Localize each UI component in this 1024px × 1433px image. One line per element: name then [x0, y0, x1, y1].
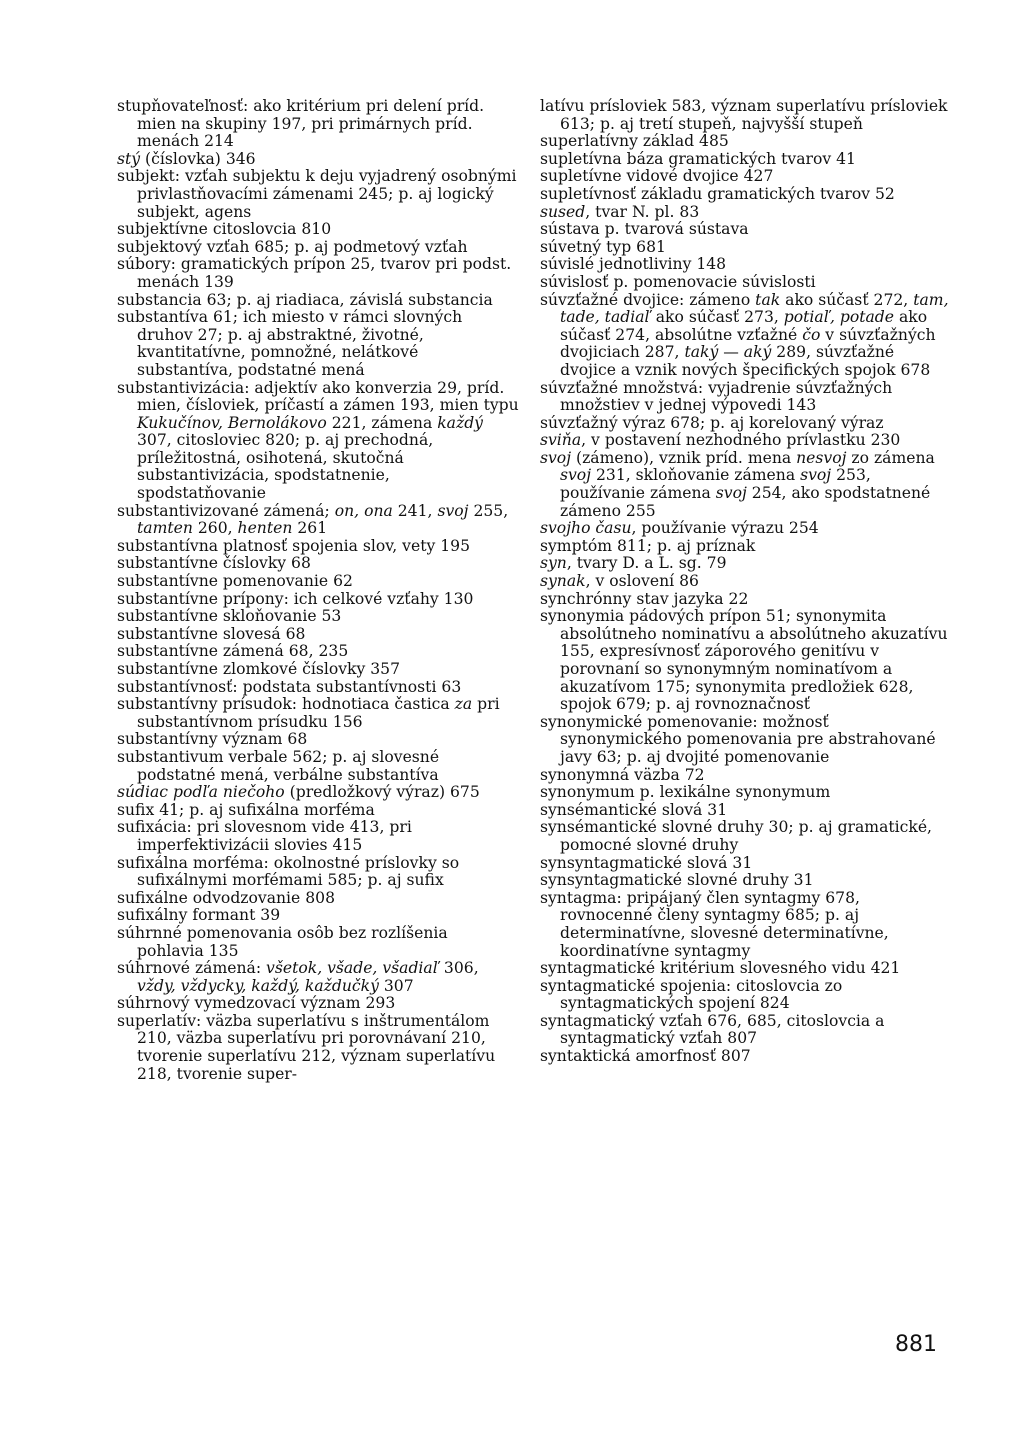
index-entry: súvzťažné dvojice: zámeno tak ako súčasť 272, tam, tade, tadiaľ ako súčasť 273, potiaľ, potade ako súčasť 274, absolútne vzťažné čo v súvzťažných dvojiciach 287, taký — aký 289, súvzťažné dvojice a vznik nových špecifických spojok 678 — [540, 290, 949, 379]
index-entry: stý (číslovka) 346 — [117, 149, 256, 168]
index-entry: synchrónny stav jazyka 22 — [540, 589, 749, 608]
index-entry: syntagmatické spojenia: citoslovcia zo syntagmatických spojení 824 — [540, 976, 843, 1013]
index-entry: supletívna báza gramatických tvarov 41 — [540, 149, 856, 168]
index-entry: syntagmatické kritérium slovesného vidu 421 — [540, 959, 901, 978]
index-entry: supletívnosť základu gramatických tvarov 52 — [540, 184, 895, 203]
index-entry: substantívne skloňovanie 53 — [117, 607, 342, 626]
index-entry: súhrnové zámená: všetok, všade, všadiaľ 306, vždy, vždycky, každý, každučký 307 — [117, 959, 479, 995]
index-entry: substantívne prípony: ich celkové vzťahy 130 — [117, 589, 474, 608]
index-entry: sufixálne odvodzovanie 808 — [117, 888, 335, 907]
index-entry: syntagmatický vzťah 676, 685, citoslovcia a syntagmatický vzťah 807 — [540, 1011, 885, 1048]
index-entry: stupňovateľnosť: ako kritérium pri delení príd. mien na skupiny 197, pri primárnych príd. menách 214 — [117, 97, 485, 151]
index-entry: syntaktická amorfnosť 807 — [540, 1047, 751, 1066]
index-entry: substancia 63; p. aj riadiaca, závislá substancia — [117, 290, 493, 309]
index-entry: svoj (zámeno), vznik príd. mena nesvoj zo zámena svoj 231, skloňovanie zámena svoj 253, používanie zámena svoj 254, ako spodstatnené zámeno 255 — [540, 448, 935, 520]
index-entry: substantivum verbale 562; p. aj slovesné podstatné mená, verbálne substantíva — [117, 747, 440, 784]
index-entry: sufixálna morféma: okolnostné príslovky so sufixálnymi morfémami 585; p. aj sufix — [117, 853, 460, 890]
index-entry: subjektový vzťah 685; p. aj podmetový vzťah — [117, 237, 468, 256]
index-entry: synsémantické slovné druhy 30; p. aj gramatické, pomocné slovné druhy — [540, 818, 933, 854]
index-entry: súhrnné pomenovania osôb bez rozlíšenia pohlavia 135 — [117, 923, 448, 960]
index-entry: superlatívny základ 485 — [540, 132, 729, 151]
index-entry: sufixálny formant 39 — [117, 906, 281, 925]
index-entry: substantívne slovesá 68 — [117, 624, 306, 643]
index-entry: súhrnový vymedzovací význam 293 — [117, 994, 396, 1013]
index-entry: substantívny prísudok: hodnotiaca častica za pri substantívnom prísudku 156 — [117, 695, 500, 731]
index-entry: substantívnosť: podstata substantívnosti 63 — [117, 677, 462, 696]
index-entry: sufixácia: pri slovesnom vide 413, pri imperfektivizácii slovies 415 — [117, 818, 412, 854]
index-entry: synsyntagmatické slová 31 — [540, 853, 753, 872]
index-entry: súvislosť p. pomenovacie súvislosti — [540, 272, 816, 291]
index-entry: súvetný typ 681 — [540, 237, 666, 256]
index-entry: substantivizácia: adjektív ako konverzia 29, príd. mien, čísloviek, príčastí a zámen 193, mien typu Kukučínov, Bernolákovo 221, zámena každý 307, citosloviec 820; p. aj prechodná, príležitostná, osihotená, skutočná substantivizácia, spodstatnenie, spodstatňovanie — [117, 378, 519, 503]
index-entry: substantívne číslovky 68 — [117, 554, 311, 573]
index-entry: sústava p. tvarová sústava — [540, 220, 749, 239]
index-entry: synonymia pádových prípon 51; synonymita absolútneho nominatívu a absolútneho akuzatívu 155, expresívnosť záporového genitívu v porovnaní so synonymným nominatívom a akuzatívom 175; synonymita predložiek 628, spojok 679; p. aj rovnoznačnosť — [540, 607, 948, 714]
index-entry: súvzťažné množstvá: vyjadrenie súvzťažných množstiev v jednej výpovedi 143 — [540, 378, 893, 415]
index-entry: symptóm 811; p. aj príznak — [540, 536, 756, 555]
index-entry: syn, tvary D. a L. sg. 79 — [540, 554, 727, 573]
index-entry: sufix 41; p. aj sufixálna morféma — [117, 800, 375, 819]
index-entry: supletívne vidové dvojice 427 — [540, 167, 774, 186]
index-entry: substantívne zlomkové číslovky 357 — [117, 660, 401, 678]
index-entry: synsémantické slová 31 — [540, 800, 728, 819]
index-entry: synonymum p. lexikálne synonymum — [540, 783, 831, 802]
index-entry: subjektívne citoslovcia 810 — [117, 220, 332, 239]
index-entry: substantíva 61; ich miesto v rámci slovných druhov 27; p. aj abstraktné, životné, kvantitatívne, pomnožné, nelátkové substantíva, podstatné mená — [117, 308, 463, 379]
index-entry: svojho času, používanie výrazu 254 — [540, 519, 819, 538]
index-entry: synsyntagmatické slovné druhy 31 — [540, 871, 814, 890]
index-entry: súvzťažný výraz 678; p. aj korelovaný výraz — [540, 413, 884, 432]
index-entry: súdiac podľa niečoho (predložkový výraz) 675 — [117, 783, 480, 802]
index-entry: súbory: gramatických prípon 25, tvarov pri podst. menách 139 — [117, 255, 512, 291]
index-entry: súvislé jednotliviny 148 — [540, 255, 727, 274]
index-entry: latívu prísloviek 583, význam superlatívu prísloviek 613; p. aj tretí stupeň, najvyšší stupeň — [540, 97, 948, 133]
index-entry: syntagma: pripájaný člen syntagmy 678, rovnocenné členy syntagmy 685; p. aj determinatívne, slovesné determinatívne, koordinatívne syntagmy — [540, 888, 889, 960]
page-number: 881 — [895, 1332, 937, 1357]
index-entry: substantívna platnosť spojenia slov, vety 195 — [117, 536, 470, 555]
index-entry: substantivizované zámená; on, ona 241, svoj 255, tamten 260, henten 261 — [117, 501, 509, 538]
index-column-right — [540, 98, 950, 1066]
index-entry: sviňa, v postavení nezhodného prívlastku 230 — [540, 431, 901, 450]
index-column-left — [117, 98, 519, 1083]
index-entry: subjekt: vzťah subjektu k deju vyjadrený osobnými privlastňovacími zámenami 245; p. aj logický subjekt, agens — [117, 167, 517, 221]
index-entry: substantívne pomenovanie 62 — [117, 572, 353, 591]
index-entry: substantívny význam 68 — [117, 730, 308, 749]
index-entry: synonymické pomenovanie: možnosť synonymického pomenovania pre abstrahované javy 63; p. aj dvojité pomenovanie — [540, 712, 936, 766]
index-entry: sused, tvar N. pl. 83 — [540, 202, 700, 221]
index-entry: substantívne zámená 68, 235 — [117, 642, 349, 661]
index-entry: synonymná väzba 72 — [540, 765, 705, 784]
index-entry: synak, v oslovení 86 — [540, 572, 699, 591]
index-entry: superlatív: väzba superlatívu s inštrumentálom 210, väzba superlatívu pri porovnávaní 210, tvorenie superlatívu 212, význam superlatívu 218, tvorenie super- — [117, 1011, 496, 1083]
